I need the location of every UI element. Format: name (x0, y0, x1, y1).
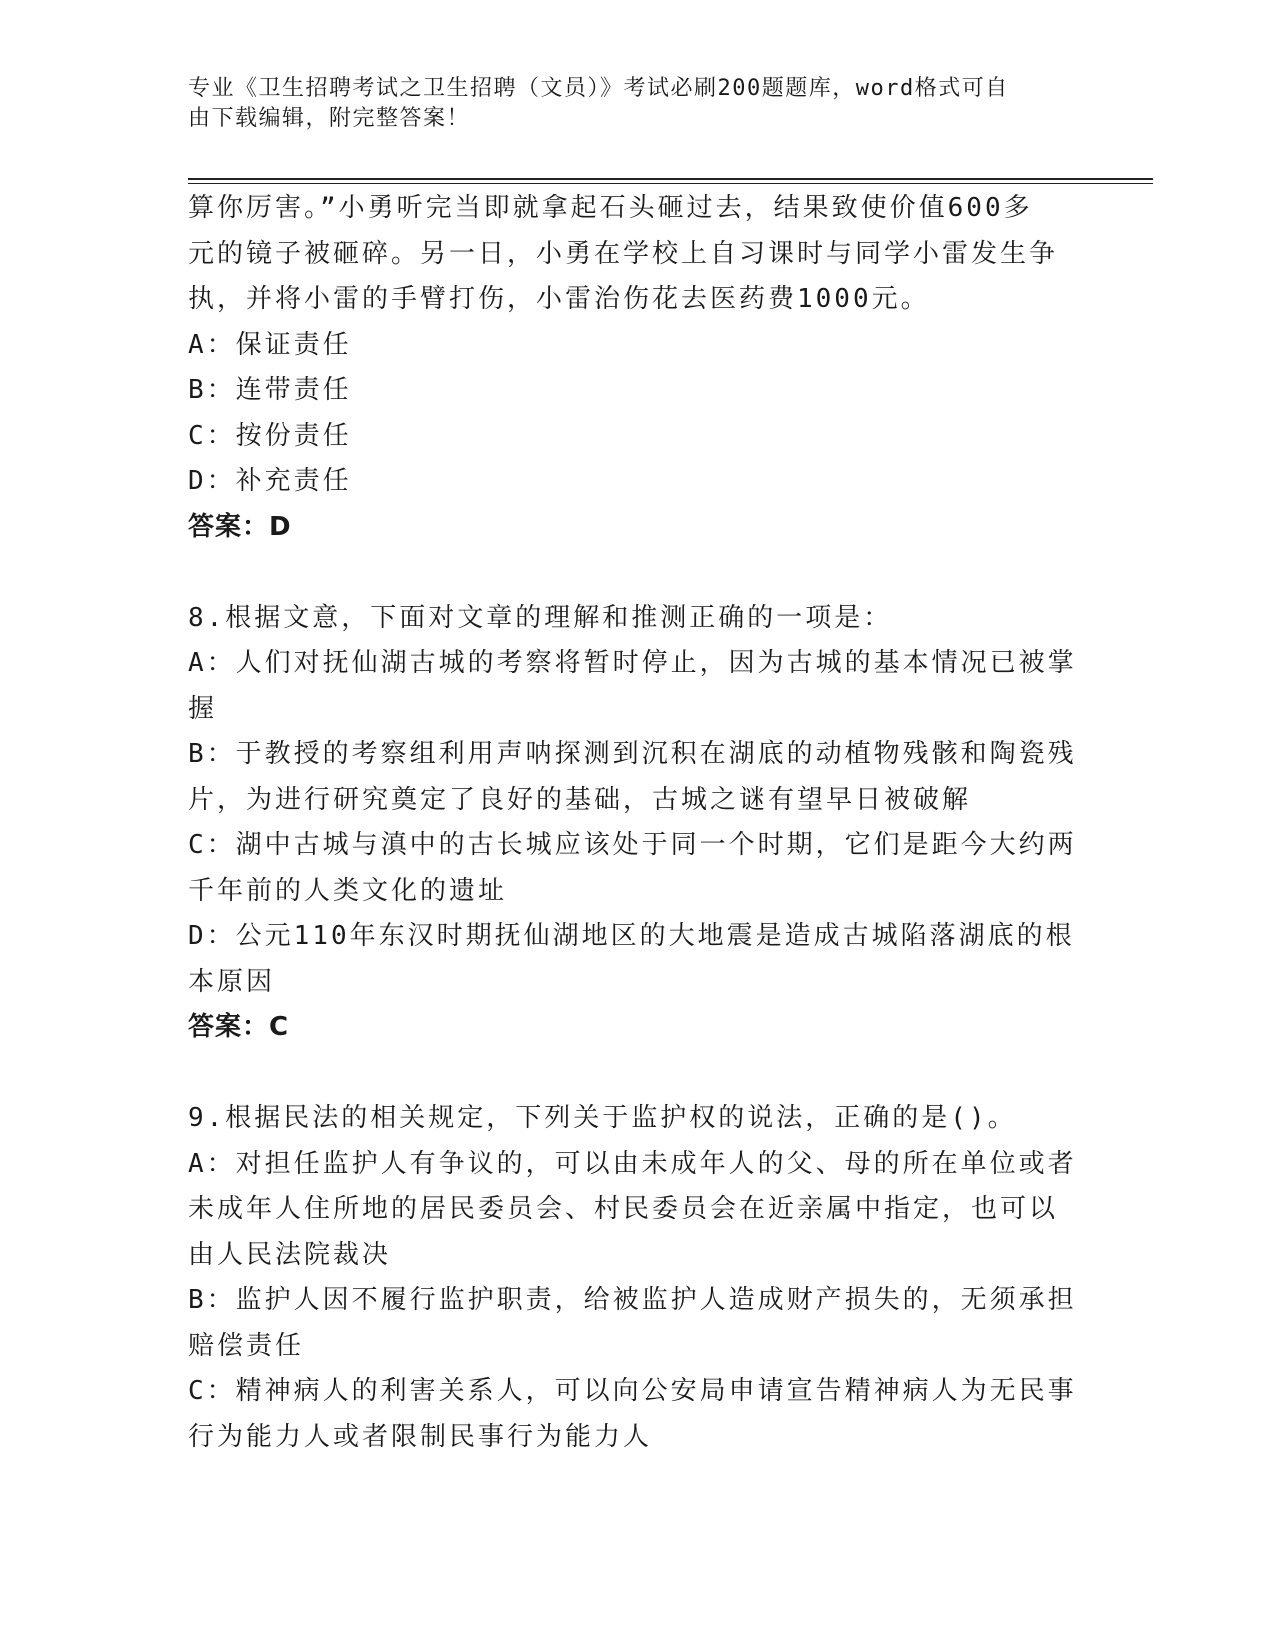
option-c-wrap: 千年前的人类文化的遗址 (188, 875, 508, 906)
question-8 (188, 596, 1088, 1051)
passage-line: 元的镜子被砸碎。另一日，小勇在学校上自习课时与同学小雷发生争 (188, 238, 1059, 269)
option-b: B：于教授的考察组利用声呐探测到沉积在湖底的动植物残骸和陶瓷残 (188, 739, 1077, 769)
header-divider-thick (188, 178, 1153, 180)
option-b: B：连带责任 (188, 375, 352, 405)
option-c: C：精神病人的利害关系人，可以向公安局申请宣告精神病人为无民事 (188, 1376, 1077, 1406)
question-stem: 8.根据文意，下面对文章的理解和推测正确的一项是： (188, 602, 893, 633)
question-9 (188, 1096, 1088, 1460)
passage-line: 执，并将小雷的手臂打伤，小雷治伤花去医药费1000元。 (188, 284, 930, 314)
option-c: C：湖中古城与滇中的古长城应该处于同一个时期，它们是距今大约两 (188, 830, 1077, 860)
option-a-wrap: 由人民法院裁决 (188, 1239, 392, 1270)
option-d-wrap: 本原因 (188, 966, 276, 997)
header-divider-thin (188, 183, 1153, 184)
option-a: A：人们对抚仙湖古城的考察将暂时停止，因为古城的基本情况已被掌 (188, 648, 1077, 678)
option-d: D：公元110年东汉时期抚仙湖地区的大地震是造成古城陷落湖底的根 (188, 921, 1075, 951)
option-a: A：保证责任 (188, 329, 352, 360)
option-c: C：按份责任 (188, 420, 352, 451)
answer-label: 答案：D (188, 511, 292, 542)
header-line-1: 专业《卫生招聘考试之卫生招聘（文员）》考试必刷200题题库，word格式可自 (188, 76, 1009, 101)
option-a: A：对担任监护人有争议的，可以由未成年人的父、母的所在单位或者 (188, 1148, 1077, 1179)
answer-label: 答案：C (188, 1012, 290, 1042)
option-a-wrap: 握 (188, 693, 218, 724)
option-b-wrap: 赔偿责任 (188, 1330, 305, 1361)
header-line-2: 由下载编辑，附完整答案！ (188, 106, 471, 131)
option-b: B：监护人因不履行监护职责，给被监护人造成财产损失的，无须承担 (188, 1285, 1077, 1315)
option-a-wrap: 未成年人住所地的居民委员会、村民委员会在近亲属中指定，也可以 (188, 1194, 1059, 1224)
question-content (188, 186, 1088, 1460)
question-7-continuation (188, 186, 1088, 550)
option-c-wrap: 行为能力人或者限制民事行为能力人 (188, 1421, 653, 1452)
option-b-wrap: 片，为进行研究奠定了良好的基础，古城之谜有望早日被破解 (188, 784, 972, 815)
page-header (188, 74, 1068, 134)
passage-line: 算你厉害。”小勇听完当即就拿起石头砸过去，结果致使价值600多 (188, 193, 1033, 223)
question-stem: 9.根据民法的相关规定，下列关于监护权的说法，正确的是()。 (188, 1103, 1017, 1133)
option-d: D：补充责任 (188, 466, 352, 496)
